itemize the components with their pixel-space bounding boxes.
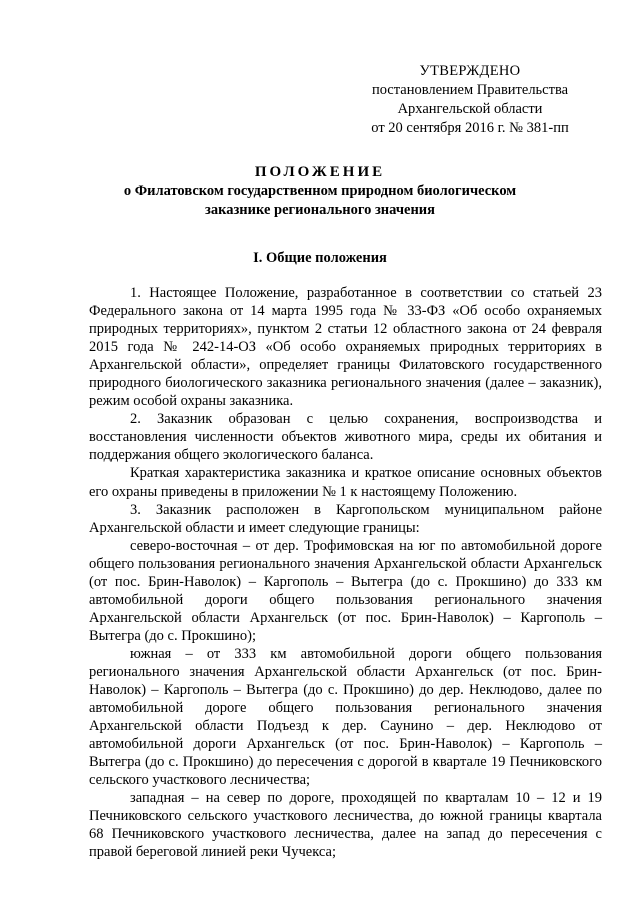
document-body: [89, 284, 602, 862]
paragraph-1: 1. Настоящее Положение, разработанное в соответствии со статьей 23 Федерального закона от 14 марта 1995 года № 33-ФЗ «Об особо охраняемых природных территориях», пунктом 2 статьи 12 областного закона от 24 февраля 2015 года № 242-14-ОЗ «Об особо охраняемых природных территориях в Архангельской области», определяет границы Филатовского государственного природного биологического заказника регионального значения (далее – заказник), режим особой охраны заказника.: [89, 285, 602, 410]
paragraph-7: западная – на север по дороге, проходящей по кварталам 10 – 12 и 19 Печниковского сельского участкового лесничества, до южной границы квартала 68 Печниковского участкового лесничества, далее на запад до пересечения с правой береговой линией реки Чучекса;: [89, 790, 602, 861]
document-title: [80, 163, 560, 220]
title-line-2: заказнике регионального значения: [205, 202, 435, 218]
approval-line-2: Архангельской области: [397, 101, 543, 117]
title-line-1: о Филатовском государственном природном биологическом: [123, 183, 517, 199]
paragraph-4: 3. Заказник расположен в Каргопольском муниципальном районе Архангельской области и имеет следующие границы:: [89, 501, 602, 536]
paragraph-2: 2. Заказник образован с целью сохранения, воспроизводства и восстановления численности объектов животного мира, среды их обитания и поддержания общего экологического баланса.: [89, 411, 602, 464]
approval-line-1: постановлением Правительства: [371, 82, 569, 98]
paragraph-5: северо-восточная – от дер. Трофимовская на юг по автомобильной дороге общего пользования регионального значения Архангельской области Архангельск (от пос. Брин-Наволок) – Каргополь – Вытегра (до с. Прокшино) до 333 км автомобильной дороги общего пользования регионального значения Архангельской области Архангельск (от пос. Брин-Наволок) – Каргополь – Вытегра (до с. Прокшино);: [89, 537, 602, 644]
approval-line-3: от 20 сентября 2016 г. № 381-пп: [371, 120, 569, 136]
approval-stamp: [345, 62, 595, 138]
section-heading: I. Общие положения: [253, 250, 387, 266]
paragraph-3: Краткая характеристика заказника и краткое описание основных объектов его охраны приведены в приложении № 1 к настоящему Положению.: [89, 465, 602, 500]
paragraph-6: южная – от 333 км автомобильной дороги общего пользования регионального значения Архангельской области Архангельск (от пос. Брин-Наволок) – Каргополь – Вытегра (до с. Прокшино) до дер. Неклюдово, далее по автомобильной дороге общего пользования регионального значения Архангельской области Подъезд к дер. Саунино – дер. Неклюдово от автомобильной дороги Архангельск (от пос. Брин-Наволок) – Каргополь – Вытегра (до с. Прокшино) до пересечения с дорогой в квартале 19 Печниковского сельского участкового лесничества;: [89, 645, 602, 789]
approval-heading: УТВЕРЖДЕНО: [419, 63, 521, 79]
title-word: ПОЛОЖЕНИЕ: [254, 164, 386, 180]
